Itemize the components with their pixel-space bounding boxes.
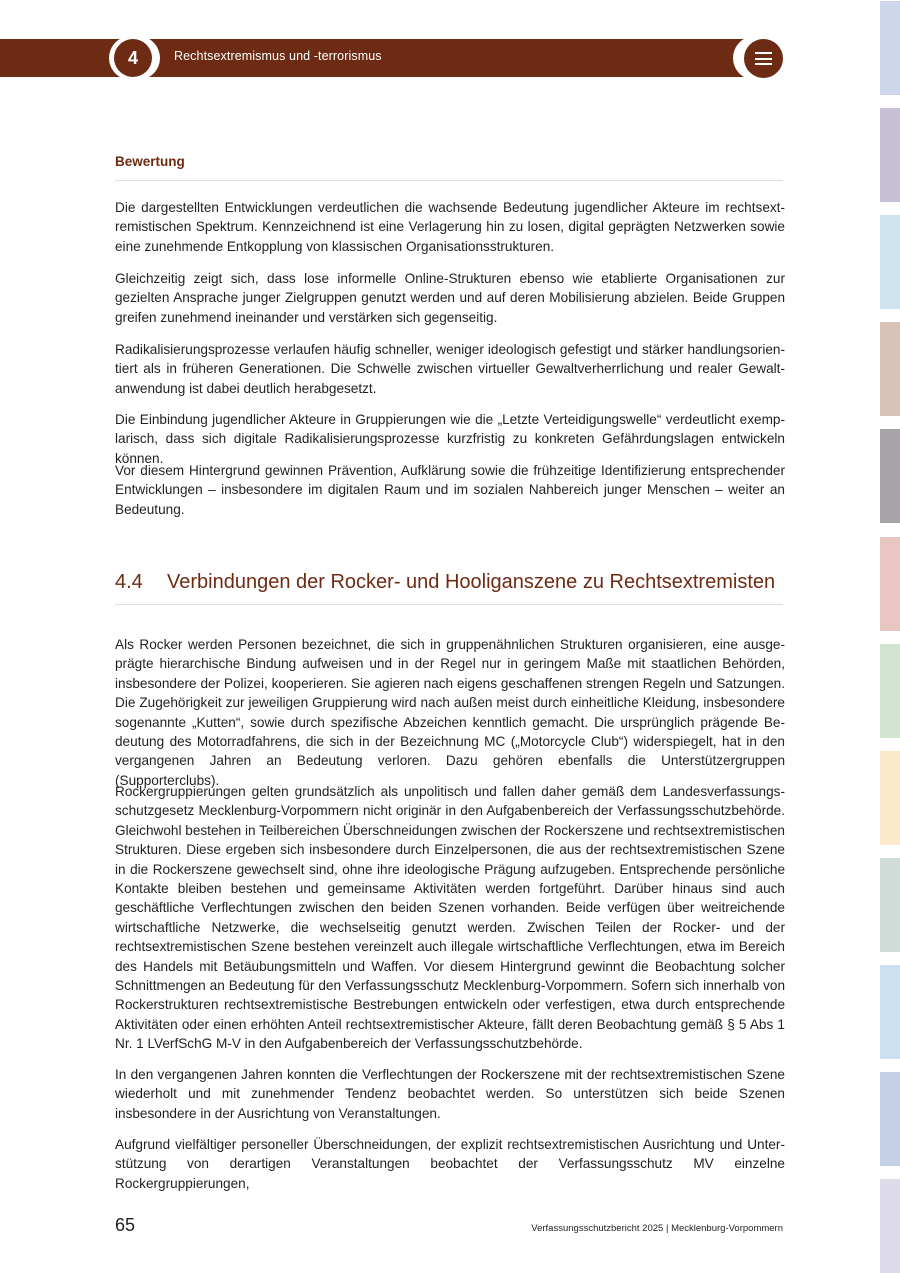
- chapter-tab-8[interactable]: [880, 751, 900, 845]
- paragraph: Vor diesem Hintergrund gewinnen Prävention, Aufklärung sowie die frühzeitige Identifizierung entsprechender Entwicklungen – insbesondere im digitalen Raum und im sozialen Nahbereich junger Menschen – weiter an Bedeutung.: [115, 463, 785, 517]
- chapter-tab-7[interactable]: [880, 644, 900, 738]
- paragraph: Radikalisierungsprozesse verlaufen häufig schneller, weniger ideologisch gefestigt und stärker handlungsorientiert als in früheren Generationen. Die Schwelle zwischen virtueller Gewaltverherrlichung und realer Gewaltanwendung ist dabei deutlich herabgesetzt.: [115, 342, 785, 396]
- section-title: Verbindungen der Rocker- und Hooliganszene zu Rechtsextremisten: [167, 571, 776, 593]
- footer-publication: [531, 1223, 783, 1234]
- chapter-tab-1[interactable]: [880, 1, 900, 95]
- paragraph: Gleichzeitig zeigt sich, dass lose informelle Online-Strukturen ebenso wie etablierte Organisationen zur gezielten Ansprache junger Zielgruppen genutzt werden und auf deren Mobilisierung abzielen. Beide Gruppen greifen zunehmend ineinander und verstärken sich gegenseitig.: [115, 271, 785, 325]
- paragraph: Die Einbindung jugendlicher Akteure in Gruppierungen wie die „Letzte Verteidigungswelle“ verdeutlicht exemplarisch, dass sich digitale Radikalisierungsprozesse kurzfristig zu konkreten Gefährdungslagen entwickeln können.: [115, 412, 785, 466]
- chapter-number: 4: [114, 39, 152, 77]
- section-heading: [115, 571, 775, 594]
- chapter-title: Rechtsextremismus und -terrorismus: [174, 49, 382, 63]
- chapter-tab-6[interactable]: [880, 537, 900, 631]
- publication-title: Verfassungsschutzbericht 2025: [531, 1223, 664, 1234]
- chapter-tab-5[interactable]: [880, 429, 900, 523]
- chapter-tab-4[interactable]: [880, 322, 900, 416]
- chapter-tab-12[interactable]: [880, 1179, 900, 1273]
- chapter-tab-2[interactable]: [880, 108, 900, 202]
- bewertung-heading: Bewertung: [115, 154, 185, 169]
- hamburger-menu-icon: [755, 58, 772, 60]
- paragraph: Aufgrund vielfältiger personeller Überschneidungen, der explizit rechtsextremistischen Ausrichtung und Unterstützung von derartigen Veranstaltungen beobachtet der Verfassungsschutz MV einzelne Rockergruppierungen,: [115, 1137, 785, 1191]
- state-name: Mecklenburg-Vorpommern: [671, 1223, 783, 1234]
- paragraph: In den vergangenen Jahren konnten die Verflechtungen der Rockerszene mit der rechtsextremistischen Szene wiederholt und mit zunehmender Tendenz beobachtet werden. So unterstützen sich beide Szenen insbesondere in der Ausrichtung von Veranstaltungen.: [115, 1067, 785, 1121]
- paragraph: Die dargestellten Entwicklungen verdeutlichen die wachsende Bedeutung jugendlicher Akteure im rechtsextremistischen Spektrum. Kennzeichnend ist eine Verlagerung hin zu losen, digital geprägten Netzwerken sowie eine zunehmende Entkopplung von klassischen Organisationsstrukturen.: [115, 200, 785, 254]
- menu-button[interactable]: [744, 39, 783, 78]
- paragraph: Rockergruppierungen gelten grundsätzlich als unpolitisch und fallen daher gemäß dem Landesverfassungsschutzgesetz Mecklenburg-Vorpommern nicht originär in den Aufgabenbereich der Verfassungsschutzbehörde. Gleichwohl bestehen in Teilbereichen Überschneidungen zwischen der Rockerszene und rechtsextremistischen Strukturen. Diese ergeben sich insbesondere durch Einzelpersonen, die aus der rechtsextremistischen Szene in die Rockerszene gewechselt sind, ohne ihre ideologische Prägung aufzugeben. Entsprechende persönliche Kontakte bleiben bestehen und gemeinsame Aktivitäten werden fortgeführt. Darüber hinaus sind auch geschäftliche Verflechtungen zwischen den beiden Szenen vorhanden. Beide verfügen über weitreichende wirtschaftliche Netzwerke, die wechselseitig genutzt werden. Zwischen Teilen der Rocker- und der rechtsextremistischen Szene bestehen vereinzelt auch illegale wirtschaftliche Verflechtungen, etwa im Bereich des Handels mit Betäubungsmitteln und Waffen. Vor diesem Hintergrund gewinnt die Beobachtung solcher Schnittmengen an Bedeutung für den Verfassungsschutz Mecklenburg-Vorpommern. Sofern sich innerhalb von Rockerstrukturen rechtsextremistische Bestrebungen entwickeln oder verfestigen, etwa durch entsprechende Aktivitäten oder einen erhöhten Anteil rechtsextremistischer Akteure, fällt deren Beobachtung gemäß § 5 Abs 1 Nr. 1 LVerfSchG M-V in den Aufgabenbereich der Verfassungsschutzbehörde.: [115, 784, 785, 1052]
- paragraph: Als Rocker werden Personen bezeichnet, die sich in gruppenähnlichen Strukturen organisieren, eine ausgeprägte hierarchische Bindung aufweisen und in der Regel nur in geringem Maße mit staatlichen Behörden, insbesondere der Polizei, kooperieren. Sie agieren nach eigens geschaffenen strengen Regeln und Satzungen. Die Zugehörigkeit zur jeweiligen Gruppierung wird nach außen meist durch einheitliche Kleidung, insbesondere sogenannte „Kutten“, sowie durch spezifische Abzeichen kenntlich gemacht. Die ursprünglich prägende Bedeutung des Motorradfahrens, die sich in der Bezeichnung MC („Motorcycle Club“) widerspiegelt, hat in den vergangenen Jahren an Bedeutung verloren. Dazu gehören ebenfalls die Unterstützergruppen (Supporterclubs).: [115, 637, 785, 788]
- hamburger-menu-icon: [755, 52, 772, 54]
- section-number: 4.4: [115, 571, 143, 593]
- chapter-tab-10[interactable]: [880, 965, 900, 1059]
- hamburger-menu-icon: [755, 63, 772, 65]
- divider: [115, 180, 783, 181]
- page-number: 65: [115, 1215, 136, 1235]
- chapter-tab-11[interactable]: [880, 1072, 900, 1166]
- footer-separator: |: [665, 1223, 669, 1234]
- chapter-number-badge: [109, 36, 160, 80]
- chapter-tab-3[interactable]: [880, 215, 900, 309]
- divider: [115, 604, 783, 605]
- chapter-tab-9[interactable]: [880, 858, 900, 952]
